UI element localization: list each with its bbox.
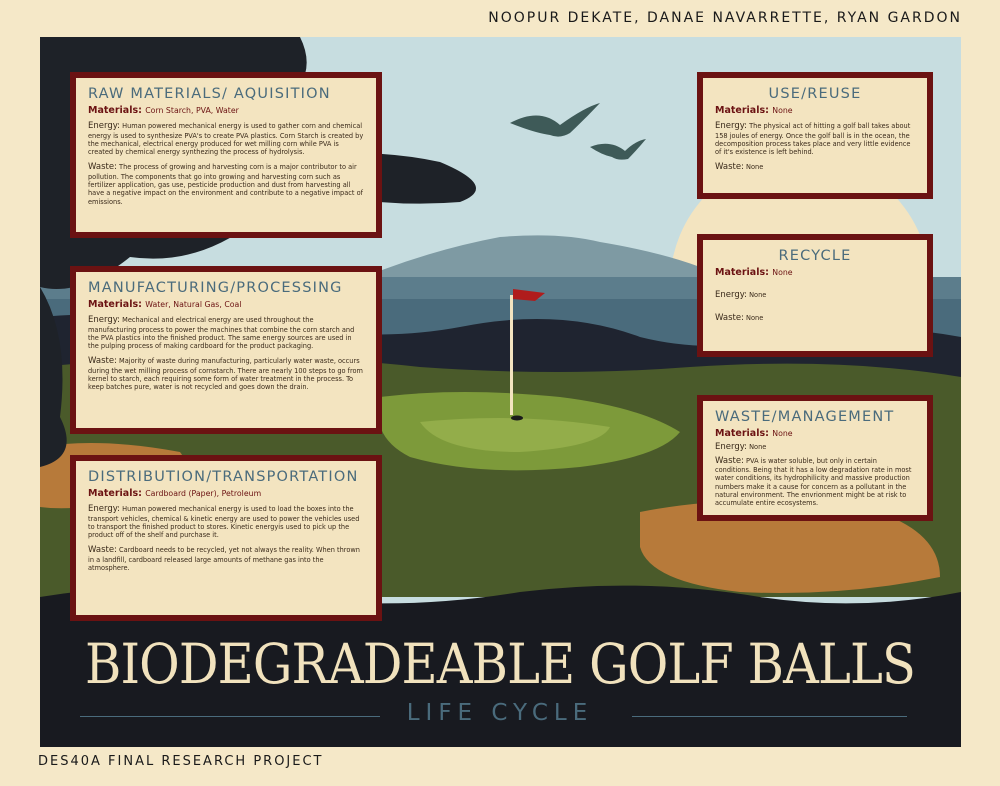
waste-management-materials: Materials: None	[715, 428, 793, 439]
recycle-energy: Energy: None	[715, 290, 767, 300]
distribution-energy: Energy: Human powered mechanical energy is used to load the boxes into the transport vehicles, chemical & kinetic energy are used to power the vehicles used to transport the finished product to stores. Kinetic energyis used to pick up the product off of the shelf and purchase it.	[88, 504, 360, 540]
use-reuse-card	[697, 72, 933, 199]
manufacturing-waste: Waste: Majority of waste during manufacturing, particularly water waste, occurs during the wet milling process of cornstarch. There are nearly 100 steps to go from kernel to starch, each requiring some form of water treatment in the process. To keep batches pure, water is not recycled and goes down the drain.	[88, 356, 363, 392]
manufacturing-materials: Materials: Water, Natural Gas, Coal	[88, 299, 242, 310]
raw-materials-waste: Waste: The process of growing and harvesting corn is a major contributor to air pollution. The components that go into growing and harvesting corn such as fertilizer application, gas use, pesticide production and dust from harvesting all have a negative impact on the environment and contribute to a negative impact of emissions.	[88, 162, 363, 206]
manufacturing-energy: Energy: Mechanical and electrical energy are used throughout the manufacturing process to power the machines that combine the corn starch and the PVA plastics into the finished product. The same energy sources are used in the pulping process of making cardboard for the product packaging.	[88, 315, 355, 351]
recycle-heading: RECYCLE	[778, 248, 852, 264]
recycle-card	[697, 234, 933, 357]
raw-materials-heading: RAW MATERIALS/ AQUISITION	[88, 86, 331, 102]
waste-management-card	[697, 395, 933, 521]
subtitle-row	[0, 700, 1000, 726]
manufacturing-heading: MANUFACTURING/PROCESSING	[88, 280, 343, 296]
authors-line: NOOPUR DEKATE, DANAE NAVARRETTE, RYAN GARDON	[488, 10, 962, 26]
recycle-waste: Waste: None	[715, 312, 764, 323]
waste-management-energy: Energy: None	[715, 442, 767, 452]
use-reuse-materials: Materials: None	[715, 105, 793, 116]
use-reuse-heading: USE/REUSE	[768, 86, 862, 102]
manufacturing-card	[70, 266, 382, 434]
use-reuse-waste: Waste: None	[715, 162, 764, 173]
use-reuse-energy: Energy: The physical act of hitting a golf ball takes about 158 joules of energy. Once the golf ball is in the ocean, the decomposition process takes place and very little evidence of it's existence is left behind.	[715, 121, 911, 157]
distribution-waste: Waste: Cardboard needs to be recycled, yet not always the reality. When thrown in a landfill, cardboard released large amounts of methane gas into the atmosphere.	[88, 545, 360, 573]
distribution-materials: Materials: Cardboard (Paper), Petroleum	[88, 488, 262, 499]
raw-materials-materials: Materials: Corn Starch, PVA, Water	[88, 105, 239, 116]
distribution-card	[70, 455, 382, 621]
footer-label: DES40A FINAL RESEARCH PROJECT	[38, 754, 324, 769]
subtitle-rule-right	[632, 716, 907, 717]
poster-title: BIODEGRADEABLE GOLF BALLS	[85, 632, 915, 696]
waste-management-waste: Waste: PVA is water soluble, but only in certain conditions. Being that it has a low degradation rate in most water conditions, its hydrophilicity and massive production numbers make it a cause for concern as a pollutant in the natural environment. The envrionment might be at risk to accumulate entire ecosystems.	[715, 455, 912, 508]
poster-subtitle: LIFE CYCLE	[406, 700, 594, 726]
raw-materials-energy: Energy: Human powered mechanical energy is used to gather corn and chemical energy is used to synthesize PVA's to create PVA plastics. Corn Starch is created by the mechanical, electrical energy produced for wet milling corn while PVA is created by chemical energy synthezing the process of hydrolysis.	[88, 121, 364, 157]
waste-management-heading: WASTE/MANAGEMENT	[715, 409, 895, 425]
raw-materials-card	[70, 72, 382, 238]
distribution-heading: DISTRIBUTION/TRANSPORTATION	[88, 469, 359, 485]
recycle-materials: Materials: None	[715, 267, 793, 278]
